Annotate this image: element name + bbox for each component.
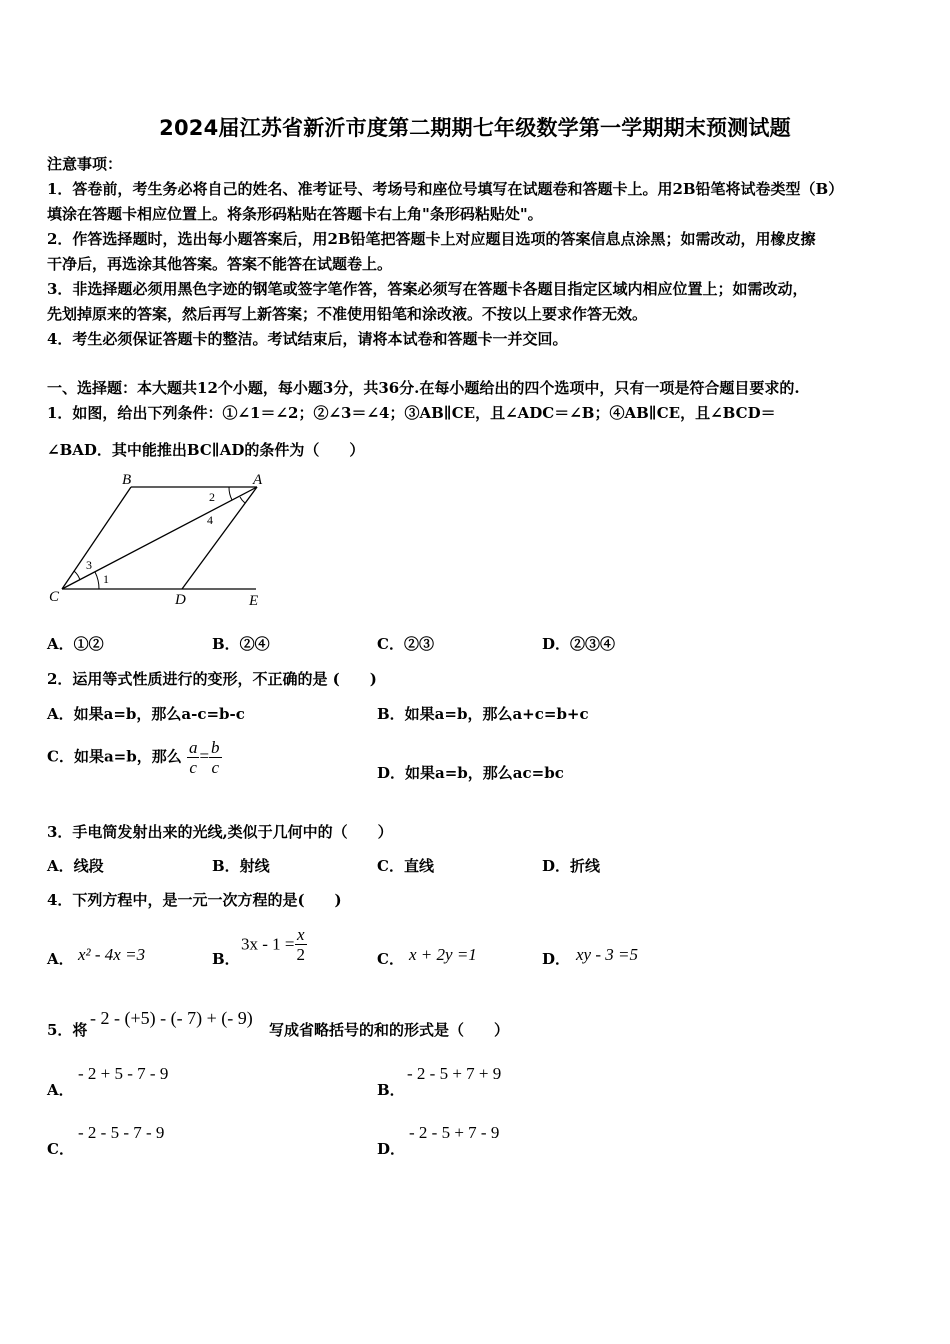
q5-option-c-expr: - 2 - 5 - 7 - 9: [78, 1123, 165, 1142]
label-b: B: [122, 472, 132, 488]
q3-option-b: B．射线: [212, 857, 270, 875]
q1-option-d: D．②③④: [542, 635, 616, 653]
label-e: E: [249, 593, 259, 609]
q1-option-c: C．②③: [377, 635, 434, 653]
q2-option-c: C．如果a=b，那么 $\frac{a}{c}$ = $\frac{b}{c}$: [47, 738, 220, 777]
label-a: A: [253, 472, 263, 488]
notice-line: 3．非选择题必须用黑色字迹的钢笔或签字笔作答，答案必须写在答题卡各题目指定区域内相应位置上；如需改动，: [47, 280, 808, 298]
q5-option-b-label: B．: [377, 1081, 405, 1099]
segment-ca: [62, 487, 257, 589]
q3-stem: 3．手电筒发射出来的光线,类似于几何中的（ ）: [47, 823, 393, 841]
fraction-x-over-2: $\frac{x}{2}$: [296, 925, 305, 964]
section-heading: 一、选择题：本大题共12个小题，每小题3分，共36分.在每小题给出的四个选项中，只有一项是符合题目要求的.: [47, 379, 800, 397]
fraction-a-over-c: $\frac{a}{c}$: [188, 738, 198, 777]
q1-option-a: A．①②: [47, 635, 104, 653]
q4-option-c-expr: x + 2y =1: [409, 945, 477, 964]
angle-2-arc: [229, 487, 232, 500]
q5-stem-expr: - 2 - (+5) - (- 7) + (- 9): [90, 1008, 253, 1028]
q4-option-b-expr: 3x - 1 = $\frac{x}{2}$: [241, 925, 305, 964]
label-angle-4: 4: [207, 513, 213, 527]
segment-bc: [62, 487, 131, 589]
q5-option-a-label: A．: [47, 1081, 74, 1099]
q5-option-a-expr: - 2 + 5 - 7 - 9: [78, 1064, 169, 1083]
q5-option-c-label: C．: [47, 1140, 74, 1158]
notice-line: 2．作答选择题时，选出每小题答案后，用2B铅笔把答题卡上对应题目选项的答案信息点涂黑；如需改动，用橡皮擦: [47, 230, 816, 248]
q2-option-c-text: C．如果a=b，那么: [47, 747, 182, 766]
q2-option-a: A．如果a=b，那么a-c=b-c: [47, 705, 245, 723]
angle-4-arc: [240, 497, 245, 503]
label-c: C: [49, 589, 60, 605]
q2-stem: 2．运用等式性质进行的变形，不正确的是 ( ): [47, 670, 377, 688]
notice-line: 填涂在答题卡相应位置上。将条形码粘贴在答题卡右上角"条形码粘贴处"。: [47, 205, 543, 223]
q3-option-a: A．线段: [47, 857, 104, 875]
q1-geometry-figure: [44, 468, 284, 614]
q5-stem-suffix: 写成省略括号的和的形式是（ ）: [269, 1021, 510, 1039]
q4-option-d-label: D．: [542, 950, 571, 968]
label-angle-2: 2: [209, 490, 215, 504]
notice-line: 4．考生必须保证答题卡的整洁。考试结束后，请将本试卷和答题卡一并交回。: [47, 330, 568, 348]
q4-option-a-expr: x² - 4x =3: [78, 945, 146, 964]
fraction-b-over-c: $\frac{b}{c}$: [211, 738, 220, 777]
label-angle-3: 3: [86, 558, 92, 572]
q4-option-b-label: B．: [212, 950, 240, 968]
q2-option-d: D．如果a=b，那么ac=bc: [377, 764, 564, 782]
segment-ad: [182, 487, 257, 589]
notice-line: 先划掉原来的答案，然后再写上新答案；不准使用铅笔和涂改液。不按以上要求作答无效。: [47, 305, 648, 323]
angle-1-arc: [95, 572, 99, 589]
q5-option-b-expr: - 2 - 5 + 7 + 9: [407, 1064, 502, 1083]
label-angle-1: 1: [103, 572, 109, 586]
q3-option-d: D．折线: [542, 857, 601, 875]
q1-stem-line1: 1．如图，给出下列条件：①∠1＝∠2；②∠3＝∠4；③AB∥CE，且∠ADC＝∠B；④AB∥CE，且∠BCD＝: [47, 404, 776, 422]
q4-option-d-expr: xy - 3 =5: [576, 945, 638, 964]
q1-option-b: B．②④: [212, 635, 270, 653]
q5-option-d-label: D．: [377, 1140, 406, 1158]
label-d: D: [175, 592, 186, 608]
q5-option-d-expr: - 2 - 5 + 7 - 9: [409, 1123, 500, 1142]
q4-option-a-label: A．: [47, 950, 74, 968]
q1-stem-line2: ∠BAD．其中能推出BC∥AD的条件为（ ）: [47, 441, 365, 459]
q2-option-b: B．如果a=b，那么a+c=b+c: [377, 705, 589, 723]
notice-heading: 注意事项：: [47, 155, 123, 173]
q4-option-c-label: C．: [377, 950, 404, 968]
q4-stem: 4．下列方程中，是一元一次方程的是( ): [47, 891, 342, 909]
q3-option-c: C．直线: [377, 857, 434, 875]
q5-stem-prefix: 5．将: [47, 1021, 88, 1039]
angle-3-arc: [74, 571, 80, 580]
notice-line: 干净后，再选涂其他答案。答案不能答在试题卷上。: [47, 255, 393, 273]
notice-line: 1．答卷前，考生务必将自己的姓名、准考证号、考场号和座位号填写在试题卷和答题卡上。用2B铅笔将试卷类型（B）: [47, 180, 844, 198]
page-title: 2024届江苏省新沂市度第二期期七年级数学第一学期期末预测试题: [159, 116, 791, 140]
